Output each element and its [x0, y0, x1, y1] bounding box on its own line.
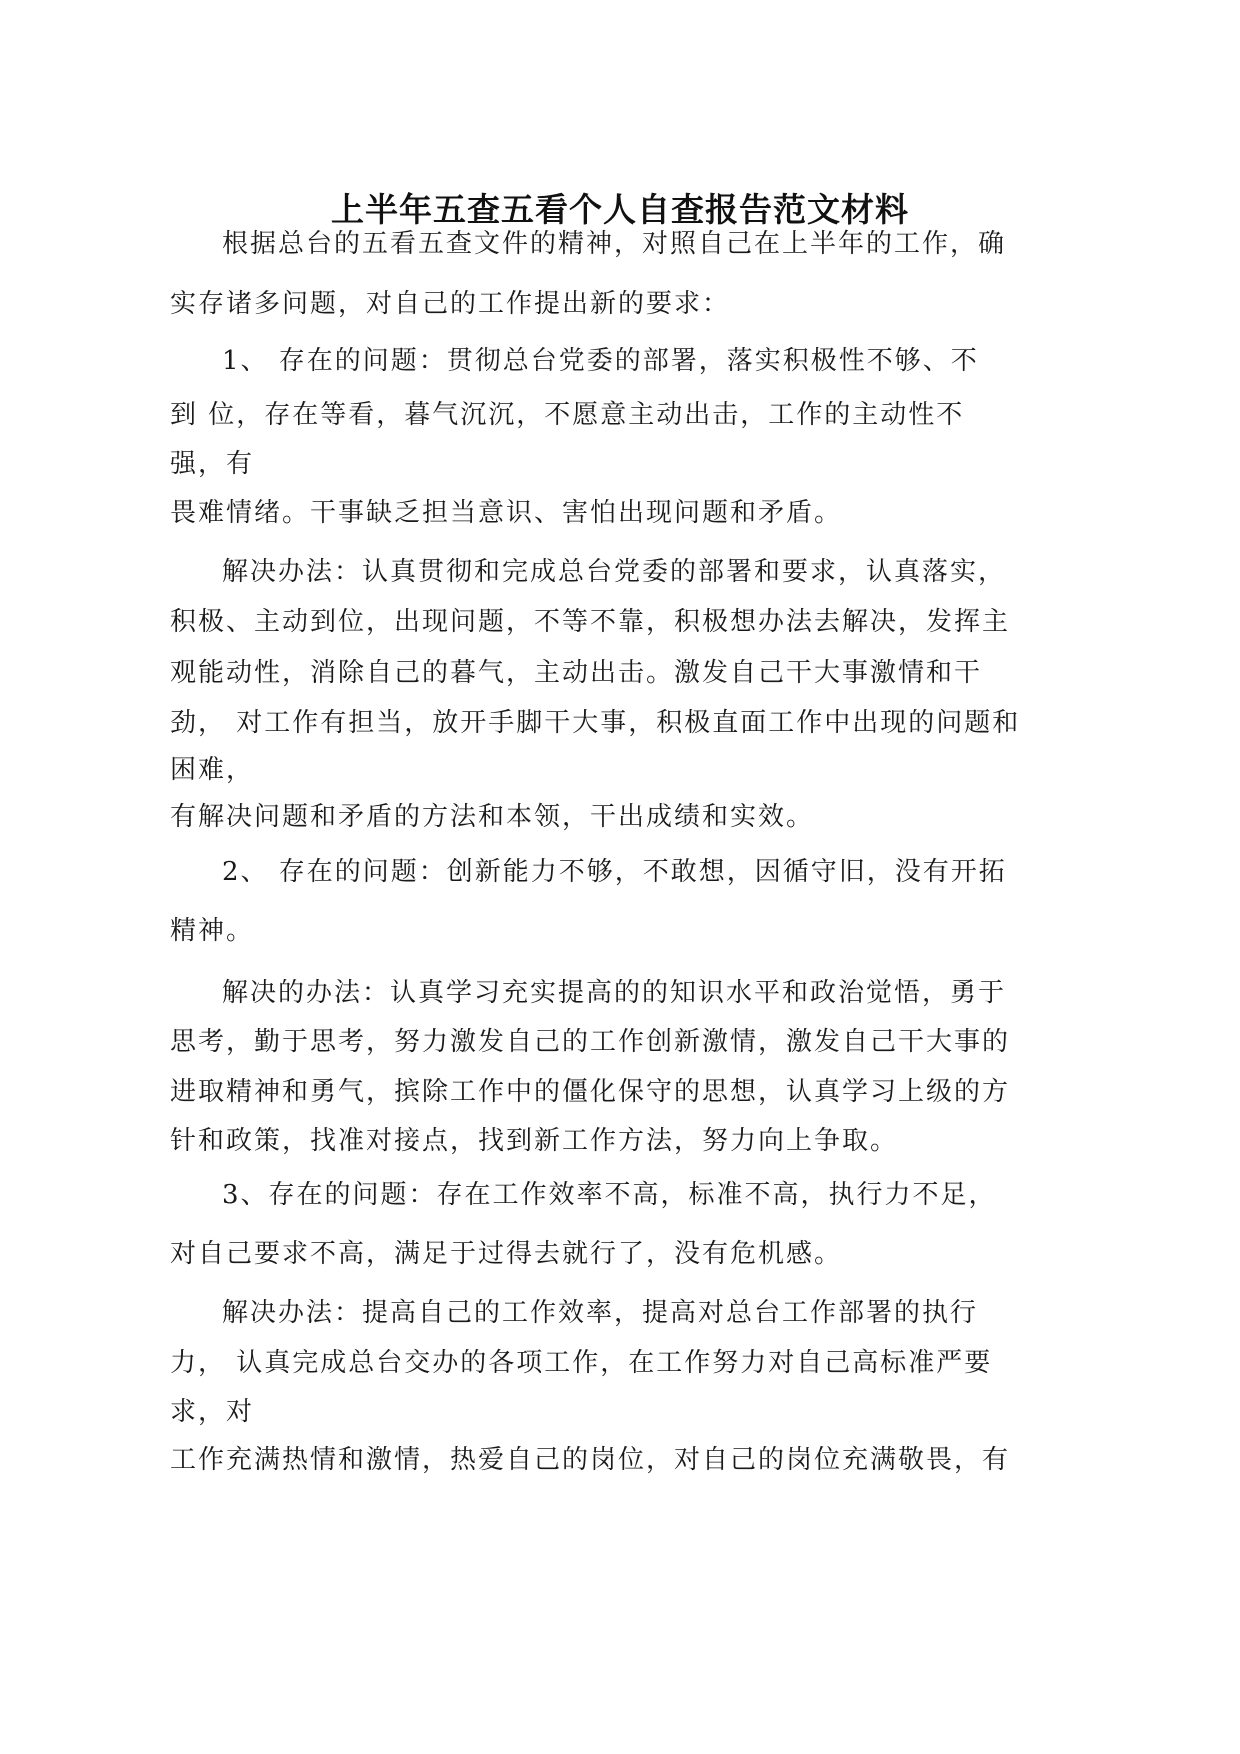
paragraph-line: 解决办法：提高自己的工作效率，提高对总台工作部署的执行 — [222, 1298, 979, 1328]
paragraph-line: 畏难情绪。干事缺乏担当意识、害怕出现问题和矛盾。 — [170, 498, 843, 528]
paragraph-line: 有解决问题和矛盾的方法和本领，干出成绩和实效。 — [170, 802, 815, 832]
document-title: 上半年五查五看个人自查报告范文材料 — [331, 190, 909, 229]
paragraph-line: 根据总台的五看五查文件的精神，对照自己在上半年的工作，确 — [222, 229, 1007, 259]
paragraph-line: 思考，勤于思考，努力激发自己的工作创新激情，激发自己干大事的 — [170, 1027, 1011, 1057]
paragraph-line: 3、存在的问题：存在工作效率不高，标准不高，执行力不足， — [222, 1180, 997, 1210]
paragraph-line: 力， 认真完成总台交办的各项工作，在工作努力对自己高标准严要 — [170, 1348, 993, 1378]
paragraph-line: 观能动性，消除自己的暮气，主动出击。激发自己干大事激情和干 — [170, 658, 983, 688]
paragraph-line: 1、 存在的问题：贯彻总台党委的部署，落实积极性不够、不 — [222, 346, 979, 376]
paragraph-line: 求，对 — [170, 1397, 255, 1427]
paragraph-line: 强，有 — [170, 449, 255, 479]
paragraph-line: 进取精神和勇气，摈除工作中的僵化保守的思想，认真学习上级的方 — [170, 1077, 1011, 1107]
paragraph-line: 实存诸多问题，对自己的工作提出新的要求： — [170, 289, 731, 319]
paragraph-line: 积极、主动到位，出现问题，不等不靠，积极想办法去解决，发挥主 — [170, 607, 1011, 637]
paragraph-line: 2、 存在的问题：创新能力不够，不敢想，因循守旧，没有开拓 — [222, 857, 1007, 887]
paragraph-line: 解决的办法：认真学习充实提高的的知识水平和政治觉悟，勇于 — [222, 978, 1007, 1008]
paragraph-line: 精神。 — [170, 916, 255, 946]
paragraph-line: 困难， — [170, 755, 255, 785]
paragraph-line: 工作充满热情和激情，热爱自己的岗位，对自己的岗位充满敬畏，有 — [170, 1445, 1011, 1475]
paragraph-line: 到 位，存在等看，暮气沉沉，不愿意主动出击，工作的主动性不 — [170, 400, 965, 430]
paragraph-line: 解决办法：认真贯彻和完成总台党委的部署和要求，认真落实， — [222, 557, 1007, 587]
paragraph-line: 针和政策，找准对接点，找到新工作方法，努力向上争取。 — [170, 1126, 899, 1156]
paragraph-line: 对自己要求不高，满足于过得去就行了，没有危机感。 — [170, 1239, 843, 1269]
paragraph-line: 劲， 对工作有担当，放开手脚干大事，积极直面工作中出现的问题和 — [170, 708, 1021, 738]
